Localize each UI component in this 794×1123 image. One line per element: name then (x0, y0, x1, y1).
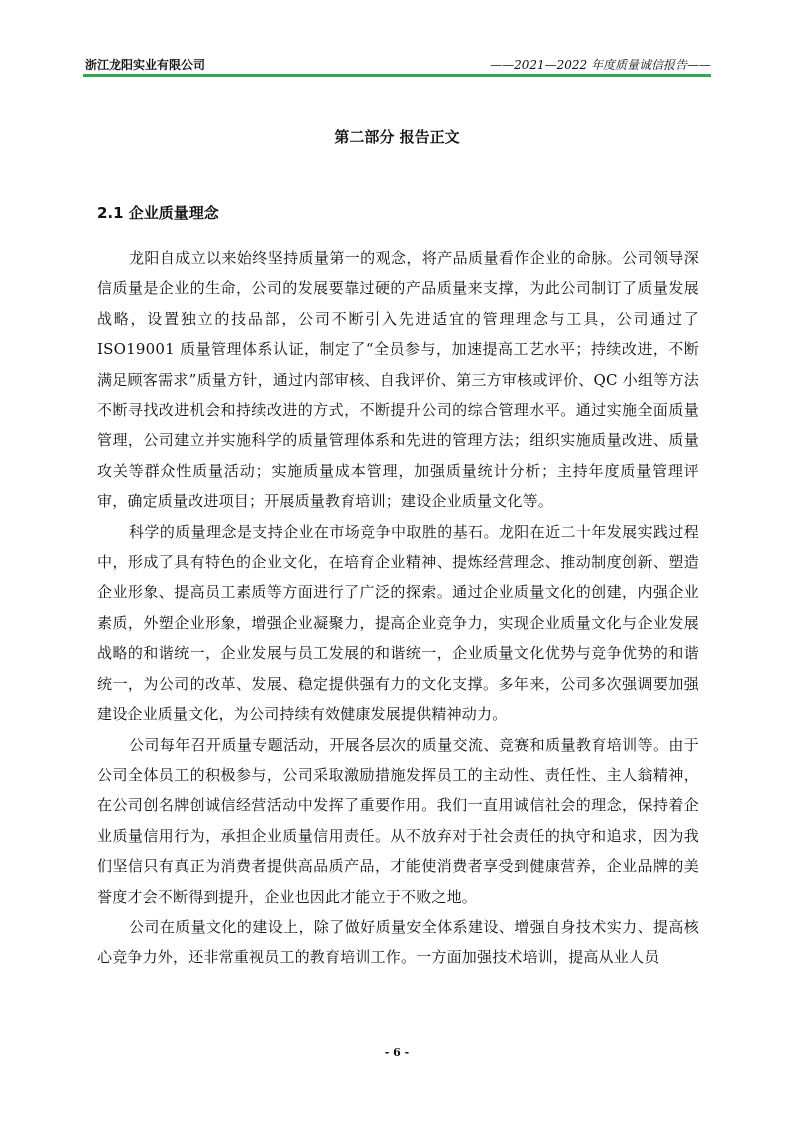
paragraph: 公司在质量文化的建设上，除了做好质量安全体系建设、增强自身技术实力、提高核心竞争力外，还非常重视员工的教育培训工作。一方面加强技术培训，提高从业人员 (97, 917, 699, 967)
page-title: 第二部分 报告正文 (334, 128, 460, 146)
report-title: ——2021—2022 年度质量诚信报告—— (490, 58, 711, 72)
section-heading: 2.1 企业质量理念 (97, 204, 219, 222)
paragraph: 科学的质量理念是支持企业在市场竞争中取胜的基石。龙阳在近二十年发展实践过程中，形成了具有特色的企业文化，在培育企业精神、提炼经营理念、推动制度创新、塑造企业形象、提高员工素质等方面进行了广泛的探索。通过企业质量文化的创建，内强企业素质，外塑企业形象，增强企业凝聚力，提高企业竞争力，实现企业质量文化与企业发展战略的和谐统一，企业发展与员工发展的和谐统一，企业质量文化优势与竞争优势的和谐统一，为公司的改革、发展、稳定提供强有力的文化支撑。多年来，公司多次强调要加强建设企业质量文化，为公司持续有效健康发展提供精神动力。 (97, 522, 699, 724)
paragraph: 龙阳自成立以来始终坚持质量第一的观念，将产品质量看作企业的命脉。公司领导深信质量是企业的生命，公司的发展要靠过硬的产品质量来支撑，为此公司制订了质量发展战略，设置独立的技品部，公司不断引入先进适宜的管理理念与工具，公司通过了ISO19001 质量管理体系认证，制定了“全员参与，加速提高工艺水平；持续改进，不断满足顾客需求”质量方针，通过内部审核、自我评价、第三方审核或评价、QC 小组等方法不断寻找改进机会和持续改进的方式，不断提升公司的综合管理水平。通过实施全面质量管理，公司建立并实施科学的质量管理体系和先进的管理方法；组织实施质量改进、质量攻关等群众性质量活动；实施质量成本管理，加强质量统计分析；主持年度质量管理评审，确定质量改进项目；开展质量教育培训；建设企业质量文化等。 (97, 249, 699, 511)
section-body (97, 243, 699, 973)
page-header (83, 55, 711, 77)
paragraph: 公司每年召开质量专题活动，开展各层次的质量交流、竞赛和质量教育培训等。由于公司全体员工的积极参与，公司采取激励措施发挥员工的主动性、责任性、主人翁精神，在公司创名牌创诚信经营活动中发挥了重要作用。我们一直用诚信社会的理念，保持着企业质量信用行为，承担企业质量信用责任。从不放弃对于社会责任的执守和追求，因为我们坚信只有真正为消费者提供高品质产品，才能使消费者享受到健康营养，企业品牌的美誉度才会不断得到提升，企业也因此才能立于不败之地。 (97, 735, 699, 906)
page-number: - 6 - (384, 1046, 410, 1059)
header-divider (83, 74, 711, 77)
company-name: 浙江龙阳实业有限公司 (85, 58, 206, 72)
